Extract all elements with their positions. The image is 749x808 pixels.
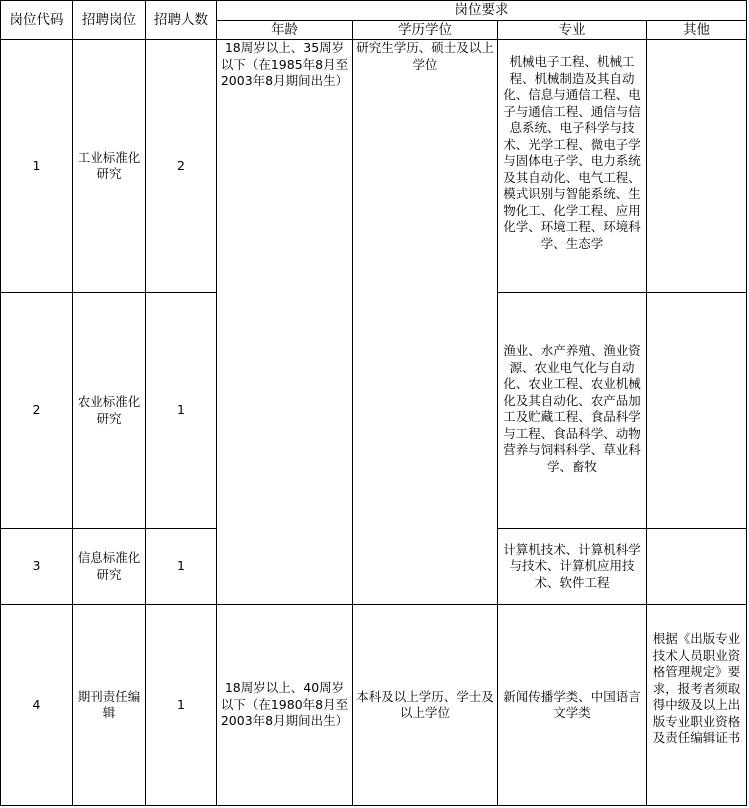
header-code: 岗位代码: [1, 1, 73, 40]
row-education: 本科及以上学历、学士及以上学位: [353, 605, 498, 806]
row-major: 机械电子工程、机械工程、机械制造及其自动化、信息与通信工程、电子与通信工程、通信与信息系统、电子科学与技术、光学工程、微电子学与固体电子学、电力系统及其自动化、电气工程、模式识别与智能系统、生物化工、化学工程、应用化学、环境工程、环境科学、生态学: [498, 40, 647, 293]
row-code: 1: [1, 40, 73, 293]
row-count: 2: [146, 40, 217, 293]
age-requirement-group: 18周岁以上、35周岁以下（在1985年8月至2003年8月期间出生）: [217, 40, 353, 605]
row-count: 1: [146, 293, 217, 529]
row-age: 18周岁以上、40周岁以下（在1980年8月至2003年8月期间出生）: [217, 605, 353, 806]
header-requirements: 岗位要求: [217, 1, 747, 21]
header-other: 其他: [647, 21, 747, 40]
row-major: 计算机技术、计算机科学与技术、计算机应用技术、软件工程: [498, 529, 647, 605]
row-major: 渔业、水产养殖、渔业资源、农业电气化与自动化、农业工程、农业机械化及其自动化、农产品加工及贮藏工程、食品科学与工程、食品科学、动物营养与饲料科学、草业科学、畜牧: [498, 293, 647, 529]
row-major: 新闻传播学类、中国语言文学类: [498, 605, 647, 806]
row-position: 工业标准化研究: [73, 40, 146, 293]
row-code: 4: [1, 605, 73, 806]
table-row: [1, 605, 747, 806]
row-other: [647, 293, 747, 529]
row-other: [647, 40, 747, 293]
row-count: 1: [146, 605, 217, 806]
row-code: 3: [1, 529, 73, 605]
education-requirement-group: 研究生学历、硕士及以上学位: [353, 40, 498, 605]
row-position: 农业标准化研究: [73, 293, 146, 529]
header-age: 年龄: [217, 21, 353, 40]
header-education: 学历学位: [353, 21, 498, 40]
header-major: 专业: [498, 21, 647, 40]
row-other: 根据《出版专业技术人员职业资格管理规定》要求，报考者须取得中级及以上出版专业职业资格及责任编辑证书: [647, 605, 747, 806]
row-other: [647, 529, 747, 605]
header-count: 招聘人数: [146, 1, 217, 40]
table-row: [1, 40, 747, 293]
header-row-1: [1, 1, 747, 21]
row-position: 信息标准化研究: [73, 529, 146, 605]
row-count: 1: [146, 529, 217, 605]
header-position: 招聘岗位: [73, 1, 146, 40]
row-position: 期刊责任编辑: [73, 605, 146, 806]
row-code: 2: [1, 293, 73, 529]
